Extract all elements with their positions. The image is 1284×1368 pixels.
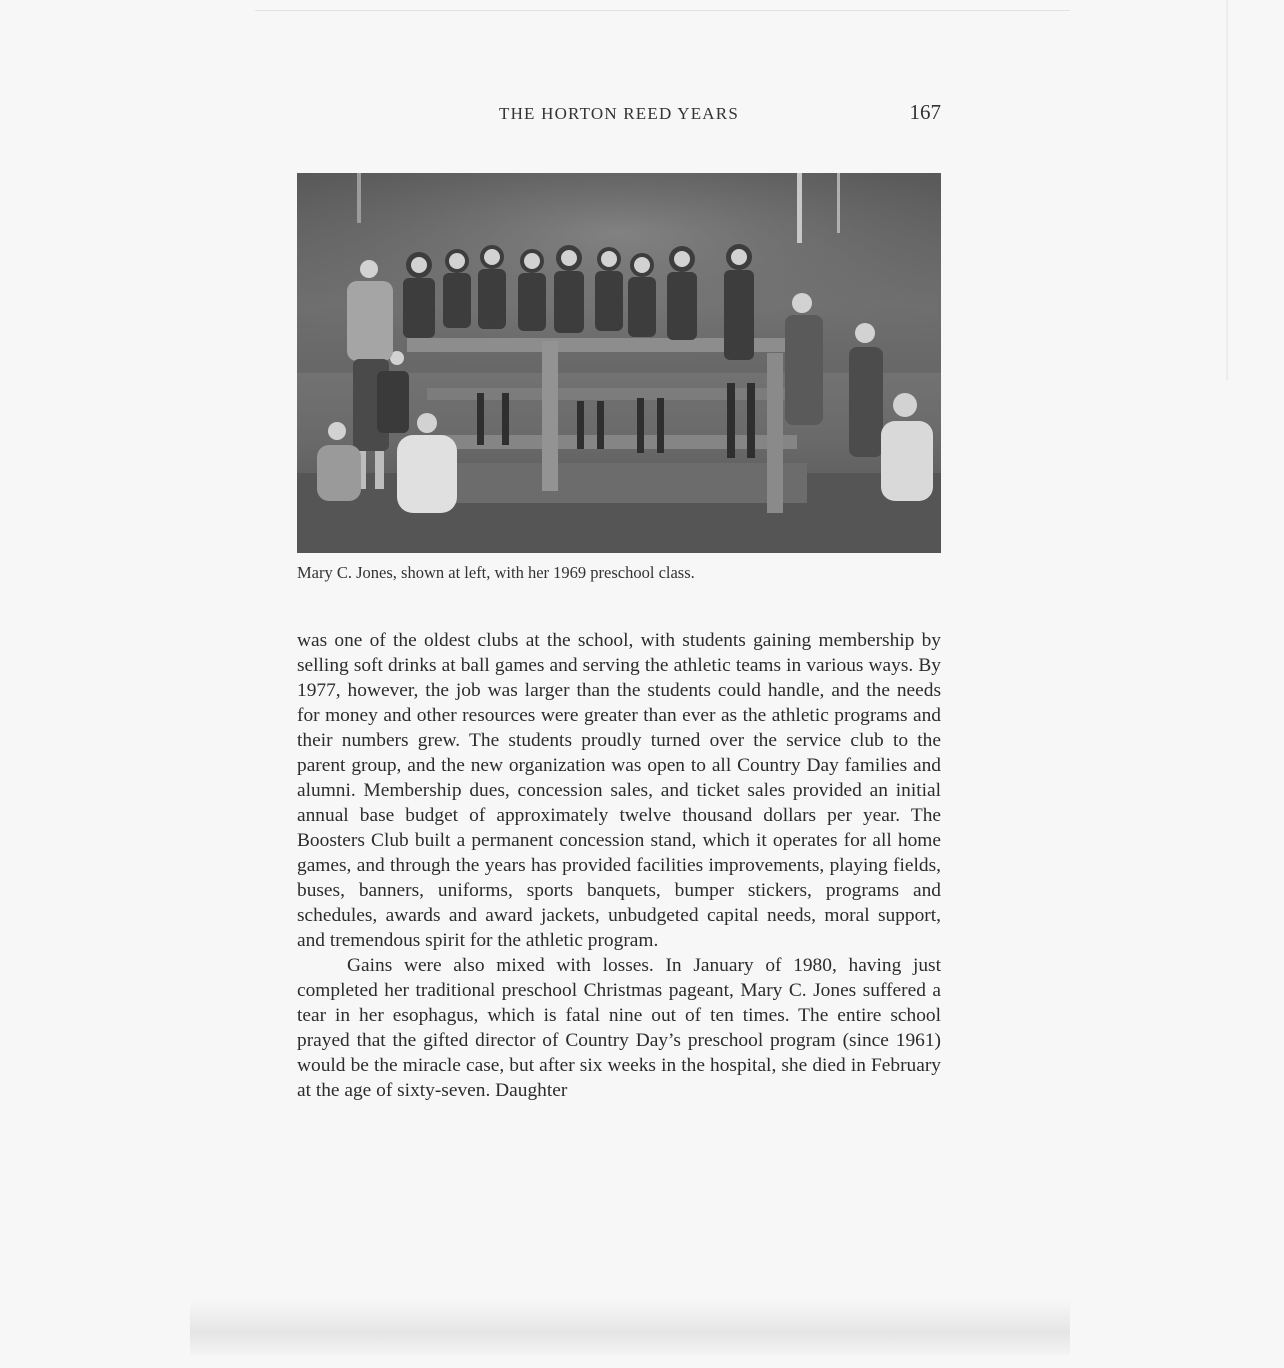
page-bottom-shadow [190,1300,1070,1355]
page-number: 167 [909,100,941,124]
running-head [297,100,941,130]
body-text [297,628,941,1103]
page-top-edge [255,10,1070,11]
class-photo [297,173,941,553]
paragraph: Gains were also mixed with losses. In January of 1980, having just completed her traditional preschool Christmas pageant, Mary C. Jones suffered a tear in her esophagus, which is fatal nine out of ten times. The entire school prayed that the gifted director of Country Day’s preschool program (since 1961) would be the miracle case, but after six weeks in the hospital, she died in February at the age of sixty-seven. Daughter [297,955,941,1101]
paragraph: was one of the oldest clubs at the school, with students gaining membership by selling soft drinks at ball games and serving the athletic teams in various ways. By 1977, however, the job was larger than the students could handle, and the needs for money and other resources were greater than ever as the athletic programs and their numbers grew. The students proudly turned over the service club to the parent group, and the new organization was open to all Country Day families and alumni. Membership dues, concession sales, and ticket sales provided an initial annual base budget of approximately twelve thousand dollars per year. The Boosters Club built a permanent concession stand, which it operates for all home games, and through the years has provided facilities improvements, playing fields, buses, banners, uniforms, sports banquets, bumper stickers, programs and schedules, awards and award jackets, unbudgeted capital needs, moral support, and tremendous spirit for the athletic program. [297,630,941,951]
running-head-title: THE HORTON REED YEARS [499,104,739,123]
photo-preschool-class-icon [297,173,941,553]
figure-caption: Mary C. Jones, shown at left, with her 1969 preschool class. [297,563,695,582]
scan-edge-line [1226,0,1228,380]
